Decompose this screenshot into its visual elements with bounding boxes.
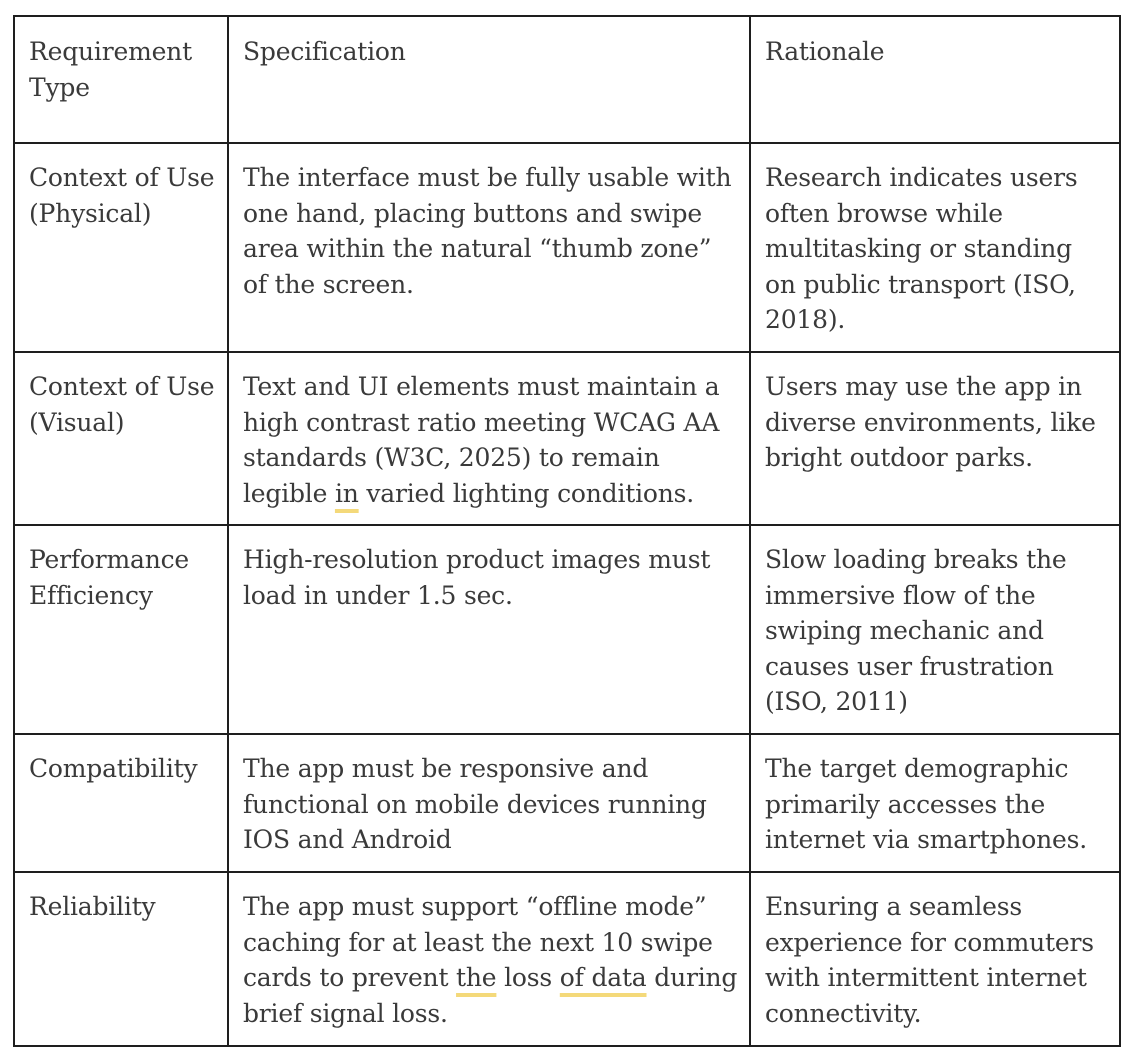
- table-row: [14, 143, 1120, 352]
- table-row: [14, 734, 1120, 872]
- spec-text-segment: Text and UI elements must maintain a high contrast ratio meeting WCAG AA standards (W3C, 2025) to remain legible: [243, 372, 720, 508]
- requirements-table: [13, 15, 1121, 1047]
- specification-cell: The interface must be fully usable with one hand, placing buttons and swipe area within the natural “thumb zone” of the screen.: [228, 143, 750, 352]
- spec-text-segment: varied lighting conditions.: [358, 478, 695, 508]
- spec-text-segment: loss: [496, 963, 560, 992]
- rationale-cell: Users may use the app in diverse environments, like bright outdoor parks.: [750, 352, 1120, 525]
- requirement-type-cell: Reliability: [14, 872, 228, 1046]
- rationale-cell: The target demographic primarily accesses the internet via smartphones.: [750, 734, 1120, 872]
- requirement-type-cell: Context of Use (Visual): [14, 352, 228, 525]
- requirement-type-cell: Performance Efficiency: [14, 525, 228, 734]
- specification-cell: The app must be responsive and functional on mobile devices running IOS and Android: [228, 734, 750, 872]
- table-header-row: [14, 16, 1120, 143]
- requirement-type-cell: Compatibility: [14, 734, 228, 872]
- specification-cell: [228, 872, 750, 1046]
- header-cell-rationale: Rationale: [750, 16, 1120, 143]
- spellcheck-highlight[interactable]: of data: [559, 963, 647, 992]
- spellcheck-highlight[interactable]: the: [456, 963, 497, 992]
- table-row: [14, 352, 1120, 525]
- rationale-cell: Slow loading breaks the immersive flow of the swiping mechanic and causes user frustration (ISO, 2011): [750, 525, 1120, 734]
- rationale-cell: Ensuring a seamless experience for commuters with intermittent internet connectivity.: [750, 872, 1120, 1046]
- requirement-type-cell: Context of Use (Physical): [14, 143, 228, 352]
- table-row: [14, 525, 1120, 734]
- specification-cell: [228, 352, 750, 525]
- table-row: [14, 872, 1120, 1046]
- spellcheck-highlight[interactable]: in: [334, 478, 359, 508]
- header-cell-specification: Specification: [228, 16, 750, 143]
- rationale-cell: Research indicates users often browse while multitasking or standing on public transport (ISO, 2018).: [750, 143, 1120, 352]
- spec-text-segment: The app must support “offline mode” caching for at least the next 10 swipe cards to prevent: [243, 892, 713, 992]
- header-cell-requirement-type: Requirement Type: [14, 16, 228, 143]
- spec-text-segment: during brief signal loss.: [243, 963, 738, 1028]
- specification-cell: High-resolution product images must load in under 1.5 sec.: [228, 525, 750, 734]
